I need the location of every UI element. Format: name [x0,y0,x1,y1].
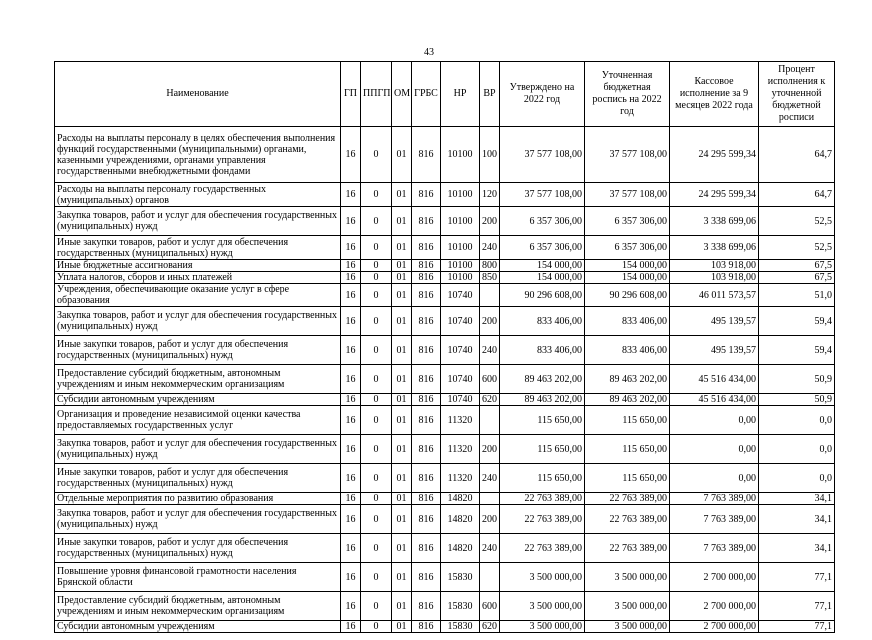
cell-grbs: 816 [412,505,441,534]
cell-gp: 16 [341,394,361,406]
cell-cash: 103 918,00 [670,260,759,272]
cell-approved: 115 650,00 [500,406,585,435]
cell-cash: 3 338 699,06 [670,236,759,260]
cell-om: 01 [392,464,412,493]
cell-refined: 6 357 306,00 [585,207,670,236]
cell-om: 01 [392,435,412,464]
cell-cash: 46 011 573,57 [670,284,759,307]
cell-cash: 2 700 000,00 [670,621,759,633]
cell-grbs: 816 [412,592,441,621]
cell-approved: 154 000,00 [500,272,585,284]
cell-grbs: 816 [412,435,441,464]
cell-om: 01 [392,406,412,435]
cell-grbs: 816 [412,406,441,435]
cell-percent: 77,1 [759,563,835,592]
cell-om: 01 [392,505,412,534]
cell-ppgp: 0 [361,183,392,207]
cell-approved: 22 763 389,00 [500,505,585,534]
cell-nr: 15830 [441,592,480,621]
cell-refined: 3 500 000,00 [585,592,670,621]
cell-approved: 89 463 202,00 [500,394,585,406]
cell-vr: 600 [480,592,500,621]
cell-vr: 240 [480,336,500,365]
cell-grbs: 816 [412,260,441,272]
cell-refined: 833 406,00 [585,307,670,336]
cell-grbs: 816 [412,464,441,493]
cell-approved: 3 500 000,00 [500,592,585,621]
cell-approved: 22 763 389,00 [500,493,585,505]
header-vr: ВР [480,62,500,127]
cell-ppgp: 0 [361,307,392,336]
cell-grbs: 816 [412,307,441,336]
cell-nr: 14820 [441,505,480,534]
cell-approved: 115 650,00 [500,464,585,493]
cell-ppgp: 0 [361,493,392,505]
table-row [55,236,835,260]
cell-nr: 10740 [441,284,480,307]
cell-percent: 0,0 [759,464,835,493]
cell-refined: 833 406,00 [585,336,670,365]
cell-grbs: 816 [412,336,441,365]
cell-nr: 10100 [441,183,480,207]
cell-nr: 11320 [441,435,480,464]
cell-percent: 64,7 [759,127,835,183]
cell-ppgp: 0 [361,563,392,592]
cell-name: Иные закупки товаров, работ и услуг для обеспечения государственных (муниципальных) нужд [55,464,341,493]
cell-gp: 16 [341,272,361,284]
cell-percent: 50,9 [759,365,835,394]
cell-approved: 6 357 306,00 [500,236,585,260]
cell-name: Закупка товаров, работ и услуг для обеспечения государственных (муниципальных) нужд [55,207,341,236]
cell-vr: 240 [480,464,500,493]
cell-approved: 3 500 000,00 [500,621,585,633]
cell-nr: 10740 [441,307,480,336]
cell-vr: 240 [480,534,500,563]
header-execution-percent: Процент исполнения к уточненной бюджетной росписи [759,62,835,127]
cell-nr: 15830 [441,563,480,592]
cell-vr [480,284,500,307]
cell-gp: 16 [341,435,361,464]
cell-name: Предоставление субсидий бюджетным, автономным учреждениям и иным некоммерческим организациям [55,592,341,621]
cell-refined: 22 763 389,00 [585,505,670,534]
cell-om: 01 [392,207,412,236]
cell-gp: 16 [341,236,361,260]
cell-cash: 495 139,57 [670,336,759,365]
cell-cash: 3 338 699,06 [670,207,759,236]
table-row [55,365,835,394]
cell-grbs: 816 [412,365,441,394]
cell-percent: 34,1 [759,493,835,505]
cell-percent: 52,5 [759,236,835,260]
table-row [55,307,835,336]
cell-percent: 77,1 [759,621,835,633]
cell-ppgp: 0 [361,406,392,435]
cell-vr: 850 [480,272,500,284]
cell-vr: 200 [480,435,500,464]
cell-cash: 2 700 000,00 [670,563,759,592]
cell-refined: 3 500 000,00 [585,621,670,633]
cell-approved: 154 000,00 [500,260,585,272]
cell-refined: 37 577 108,00 [585,127,670,183]
cell-refined: 115 650,00 [585,464,670,493]
header-name: Наименование [55,62,341,127]
cell-ppgp: 0 [361,272,392,284]
cell-nr: 10740 [441,394,480,406]
cell-ppgp: 0 [361,394,392,406]
cell-refined: 115 650,00 [585,435,670,464]
cell-refined: 22 763 389,00 [585,493,670,505]
cell-nr: 10100 [441,272,480,284]
cell-om: 01 [392,236,412,260]
cell-ppgp: 0 [361,236,392,260]
cell-grbs: 816 [412,183,441,207]
cell-cash: 495 139,57 [670,307,759,336]
cell-percent: 67,5 [759,260,835,272]
cell-vr: 200 [480,307,500,336]
cell-name: Субсидии автономным учреждениям [55,621,341,633]
cell-om: 01 [392,307,412,336]
cell-vr: 200 [480,505,500,534]
cell-gp: 16 [341,365,361,394]
cell-ppgp: 0 [361,435,392,464]
cell-cash: 24 295 599,34 [670,183,759,207]
cell-gp: 16 [341,621,361,633]
cell-gp: 16 [341,534,361,563]
cell-nr: 10100 [441,236,480,260]
table-row [55,394,835,406]
cell-gp: 16 [341,183,361,207]
cell-vr: 800 [480,260,500,272]
cell-name: Уплата налогов, сборов и иных платежей [55,272,341,284]
cell-grbs: 816 [412,621,441,633]
cell-name: Иные закупки товаров, работ и услуг для обеспечения государственных (муниципальных) нужд [55,236,341,260]
table-row [55,284,835,307]
cell-ppgp: 0 [361,505,392,534]
cell-refined: 37 577 108,00 [585,183,670,207]
cell-om: 01 [392,336,412,365]
cell-name: Субсидии автономным учреждениям [55,394,341,406]
table-body [55,127,835,633]
cell-name: Закупка товаров, работ и услуг для обеспечения государственных (муниципальных) нужд [55,435,341,464]
cell-refined: 89 463 202,00 [585,394,670,406]
cell-gp: 16 [341,336,361,365]
cell-ppgp: 0 [361,464,392,493]
cell-cash: 0,00 [670,435,759,464]
cell-om: 01 [392,183,412,207]
cell-cash: 7 763 389,00 [670,493,759,505]
cell-refined: 6 357 306,00 [585,236,670,260]
cell-gp: 16 [341,127,361,183]
cell-om: 01 [392,534,412,563]
cell-gp: 16 [341,260,361,272]
header-grbs: ГРБС [412,62,441,127]
cell-percent: 59,4 [759,336,835,365]
cell-name: Предоставление субсидий бюджетным, автономным учреждениям и иным некоммерческим организациям [55,365,341,394]
header-approved: Утверждено на 2022 год [500,62,585,127]
cell-vr: 240 [480,236,500,260]
cell-ppgp: 0 [361,592,392,621]
cell-name: Организация и проведение независимой оценки качества предоставляемых государственных услуг [55,406,341,435]
cell-nr: 11320 [441,464,480,493]
cell-percent: 51,0 [759,284,835,307]
cell-om: 01 [392,284,412,307]
cell-name: Учреждения, обеспечивающие оказание услуг в сфере образования [55,284,341,307]
cell-percent: 64,7 [759,183,835,207]
cell-grbs: 816 [412,534,441,563]
cell-approved: 833 406,00 [500,307,585,336]
header-refined-schedule: Уточненная бюджетная роспись на 2022 год [585,62,670,127]
cell-nr: 11320 [441,406,480,435]
table-row [55,272,835,284]
cell-gp: 16 [341,406,361,435]
cell-cash: 0,00 [670,406,759,435]
page-number: 43 [424,47,434,58]
table-row [55,207,835,236]
table-row [55,621,835,633]
cell-ppgp: 0 [361,365,392,394]
cell-approved: 6 357 306,00 [500,207,585,236]
cell-vr: 620 [480,394,500,406]
table-row [55,336,835,365]
cell-grbs: 816 [412,207,441,236]
cell-nr: 14820 [441,534,480,563]
cell-percent: 0,0 [759,435,835,464]
table-row [55,464,835,493]
cell-approved: 3 500 000,00 [500,563,585,592]
cell-nr: 15830 [441,621,480,633]
table-row [55,534,835,563]
cell-ppgp: 0 [361,260,392,272]
cell-refined: 90 296 608,00 [585,284,670,307]
cell-om: 01 [392,621,412,633]
cell-gp: 16 [341,505,361,534]
cell-name: Закупка товаров, работ и услуг для обеспечения государственных (муниципальных) нужд [55,307,341,336]
cell-ppgp: 0 [361,207,392,236]
cell-cash: 2 700 000,00 [670,592,759,621]
header-gp: ГП [341,62,361,127]
cell-om: 01 [392,394,412,406]
cell-vr [480,493,500,505]
cell-name: Расходы на выплаты персоналу государственных (муниципальных) органов [55,183,341,207]
cell-name: Отдельные мероприятия по развитию образования [55,493,341,505]
cell-grbs: 816 [412,236,441,260]
cell-name: Расходы на выплаты персоналу в целях обеспечения выполнения функций государственными (муниципальными) органами, казенными учреждениями, органами управления государственными внебюджетными фондами [55,127,341,183]
cell-vr: 200 [480,207,500,236]
cell-vr [480,406,500,435]
table-row [55,435,835,464]
cell-cash: 7 763 389,00 [670,534,759,563]
cell-nr: 10740 [441,336,480,365]
cell-percent: 34,1 [759,505,835,534]
cell-cash: 45 516 434,00 [670,365,759,394]
header-ppgp: ППГП [361,62,392,127]
cell-om: 01 [392,127,412,183]
cell-ppgp: 0 [361,534,392,563]
cell-nr: 14820 [441,493,480,505]
cell-grbs: 816 [412,563,441,592]
cell-name: Иные закупки товаров, работ и услуг для обеспечения государственных (муниципальных) нужд [55,336,341,365]
cell-vr: 620 [480,621,500,633]
cell-refined: 115 650,00 [585,406,670,435]
cell-percent: 0,0 [759,406,835,435]
cell-cash: 24 295 599,34 [670,127,759,183]
cell-refined: 154 000,00 [585,260,670,272]
cell-name: Повышение уровня финансовой грамотности населения Брянской области [55,563,341,592]
table-row [55,406,835,435]
header-row [55,62,835,127]
cell-cash: 103 918,00 [670,272,759,284]
header-cash-execution: Кассовое исполнение за 9 месяцев 2022 года [670,62,759,127]
cell-vr: 120 [480,183,500,207]
cell-approved: 833 406,00 [500,336,585,365]
cell-ppgp: 0 [361,284,392,307]
cell-gp: 16 [341,307,361,336]
table-row [55,260,835,272]
cell-refined: 154 000,00 [585,272,670,284]
header-om: ОМ [392,62,412,127]
cell-cash: 0,00 [670,464,759,493]
cell-gp: 16 [341,284,361,307]
cell-om: 01 [392,272,412,284]
cell-approved: 22 763 389,00 [500,534,585,563]
cell-gp: 16 [341,563,361,592]
cell-approved: 90 296 608,00 [500,284,585,307]
cell-cash: 7 763 389,00 [670,505,759,534]
cell-grbs: 816 [412,272,441,284]
cell-gp: 16 [341,464,361,493]
cell-approved: 37 577 108,00 [500,183,585,207]
cell-om: 01 [392,260,412,272]
cell-vr [480,563,500,592]
cell-ppgp: 0 [361,127,392,183]
cell-refined: 3 500 000,00 [585,563,670,592]
cell-om: 01 [392,493,412,505]
cell-vr: 600 [480,365,500,394]
cell-approved: 37 577 108,00 [500,127,585,183]
cell-percent: 59,4 [759,307,835,336]
cell-grbs: 816 [412,127,441,183]
cell-om: 01 [392,592,412,621]
cell-gp: 16 [341,207,361,236]
table-row [55,127,835,183]
cell-percent: 77,1 [759,592,835,621]
cell-percent: 50,9 [759,394,835,406]
cell-grbs: 816 [412,284,441,307]
cell-cash: 45 516 434,00 [670,394,759,406]
cell-grbs: 816 [412,493,441,505]
cell-percent: 52,5 [759,207,835,236]
table-row [55,183,835,207]
header-nr: НР [441,62,480,127]
cell-name: Иные закупки товаров, работ и услуг для обеспечения государственных (муниципальных) нужд [55,534,341,563]
table-row [55,505,835,534]
cell-ppgp: 0 [361,621,392,633]
cell-gp: 16 [341,592,361,621]
cell-om: 01 [392,563,412,592]
cell-nr: 10100 [441,260,480,272]
cell-nr: 10100 [441,127,480,183]
table-row [55,563,835,592]
cell-nr: 10100 [441,207,480,236]
cell-om: 01 [392,365,412,394]
cell-approved: 115 650,00 [500,435,585,464]
cell-vr: 100 [480,127,500,183]
cell-percent: 67,5 [759,272,835,284]
cell-grbs: 816 [412,394,441,406]
cell-refined: 22 763 389,00 [585,534,670,563]
cell-refined: 89 463 202,00 [585,365,670,394]
table-row [55,493,835,505]
budget-execution-table [54,61,835,633]
cell-approved: 89 463 202,00 [500,365,585,394]
cell-name: Закупка товаров, работ и услуг для обеспечения государственных (муниципальных) нужд [55,505,341,534]
cell-ppgp: 0 [361,336,392,365]
cell-gp: 16 [341,493,361,505]
table-row [55,592,835,621]
cell-nr: 10740 [441,365,480,394]
cell-percent: 34,1 [759,534,835,563]
cell-name: Иные бюджетные ассигнования [55,260,341,272]
